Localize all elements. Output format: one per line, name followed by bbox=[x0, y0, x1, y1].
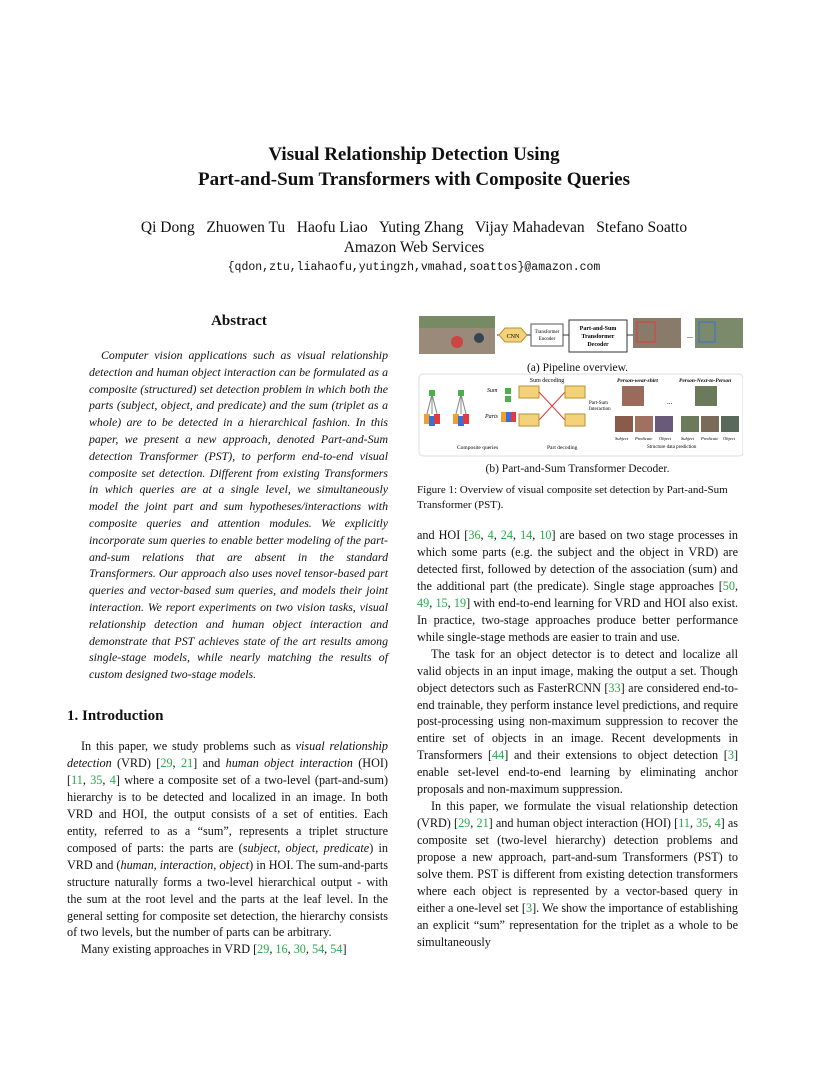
svg-text:Encoder: Encoder bbox=[538, 337, 556, 342]
cnn-label: CNN bbox=[506, 334, 520, 340]
svg-text:Structure data prediction: Structure data prediction bbox=[647, 445, 697, 450]
section-heading: 1. Introduction bbox=[67, 708, 164, 724]
svg-text:Person-wear-shirt: Person-wear-shirt bbox=[617, 378, 658, 384]
intro-paragraph-1: In this paper, we study problems such as visual relationship detection (VRD) [29, 21] and human object interaction (HOI) [11, 35, 4] where a composite set of a two-level (part-and-sum) hierarchy is to be detected and localized in an image. In both VRD and HOI, the output consists of a set of entities. Each entity, referred to as a “sum”, represents a triplet structure composed of parts: the parts are (subject, object, predicate) in VRD and (human, interaction, object) in HOI. The sum-and-parts structure naturally forms a two-level hierarchical output - with the sum at the root level and the parts at the leaf level. In the general setting for composite set detection, the hierarchy consists of two levels, but the number of parts can be arbitrary. bbox=[67, 739, 388, 940]
subcaption-a: (a) Pipeline overview. bbox=[526, 362, 629, 374]
paper-title bbox=[0, 142, 828, 192]
svg-text:Person-Next-to-Person: Person-Next-to-Person bbox=[679, 378, 732, 384]
emails: {qdon,ztu,liahaofu,yutingzh,vmahad,soattos}@amazon.com bbox=[227, 261, 601, 274]
abstract-text: Computer vision applications such as visual relationship detection and human object interaction can be formulated as a composite (structured) set detection problem in which both the parts (subject, object, and predicate) and the sum (triplet as a whole) are to be detected in a hierarchical fashion. In this paper, we present a new approach, denoted Part-and-Sum detection Transformer (PST), to perform end-to-end visual composite set detection. Different from existing Transformers in which queries are at a single level, we simultaneously model the joint part and sum hypotheses/interactions with composite queries and attention modules. We explicitly incorporate sum queries to enable better modeling of the part-and-sum relations that are absent in the standard Transformers. Our approach also uses novel tensor-based part queries and vector-based sum queries, and models their joint interaction. We report experiments on two vision tasks, visual relationship detection and human object interaction and demonstrate that PST achieves state of the art results among single-stage models, while nearly matching the results of custom designed two-stage models. bbox=[89, 348, 388, 682]
figure-caption: Figure 1: Overview of visual composite set detection by Part-and-Sum Transformer (PST). bbox=[417, 484, 728, 511]
svg-text:Parts: Parts bbox=[485, 414, 499, 420]
svg-text:Part-Sum: Part-Sum bbox=[589, 401, 608, 406]
svg-text:Object: Object bbox=[723, 436, 735, 441]
title-line-1: Visual Relationship Detection Using bbox=[268, 144, 560, 165]
abstract-heading: Abstract bbox=[211, 313, 267, 329]
svg-text:Subject: Subject bbox=[615, 436, 629, 441]
svg-text:Transformer: Transformer bbox=[581, 334, 615, 340]
svg-text:...: ... bbox=[687, 331, 693, 340]
svg-text:Part decoding: Part decoding bbox=[547, 445, 578, 451]
svg-text:Composite queries: Composite queries bbox=[457, 445, 499, 451]
svg-text:Interaction: Interaction bbox=[589, 407, 611, 412]
encoder-box bbox=[531, 324, 563, 346]
svg-text:Predicate: Predicate bbox=[635, 436, 653, 441]
figure-diagram bbox=[417, 312, 743, 472]
affiliation: Amazon Web Services bbox=[343, 239, 485, 256]
svg-text:Subject: Subject bbox=[681, 436, 695, 441]
svg-text:Sum: Sum bbox=[487, 388, 498, 394]
svg-text:Transformer: Transformer bbox=[534, 330, 560, 335]
subcaption-b: (b) Part-and-Sum Transformer Decoder. bbox=[485, 463, 670, 475]
intro-paragraph-5: In this paper, we formulate the visual relationship detection (VRD) [29, 21] and human object interaction (HOI) [11, 35, 4] as composite set (two-level hierarchy) detection problems and propose a new approach, part-and-sum Transformers (PST) to solve them. PST is different from existing detection transformers where each object is represented by a vector-based query in either a one-level set [3]. We show the importance of establishing an explicit “sum” representation for the triplet as a whole to be simultaneously bbox=[417, 799, 739, 949]
author-block bbox=[0, 218, 828, 258]
intro-paragraph-3: and HOI [36, 4, 24, 14, 10] are based on two stage processes in which some parts (e.g. the subject and the object in VRD) are detected first, followed by detection of the association (sum) and the additional part (the predicate). Single stage approaches [50, 49, 15, 19] with end-to-end learning for VRD and HOI also exist. In practice, two-stage approaches produce better performance while single-stage methods are easier to train and use. bbox=[417, 528, 739, 644]
intro-left-column bbox=[67, 738, 388, 958]
title-line-2: Part-and-Sum Transformers with Composite Queries bbox=[197, 169, 631, 190]
svg-text:...: ... bbox=[667, 398, 673, 406]
svg-text:Predicate: Predicate bbox=[701, 436, 719, 441]
intro-paragraph-2: Many existing approaches in VRD [29, 16, 30, 54, 54] bbox=[81, 942, 347, 957]
svg-text:Decoder: Decoder bbox=[587, 342, 609, 348]
intro-paragraph-4: The task for an object detector is to detect and localize all valid objects in an input image, making the output a set. Though object detectors such as FasterRCNN [33] are considered end-to-end trainable, they perform instance level predictions, and require post-processing using non-maximum suppression to recover the entire set of objects in an image. Recent developments in Transformers [44] and their extensions to object detection [3] enable set-level end-to-end learning by eliminating anchor proposals and non-maximum suppression. bbox=[417, 646, 739, 797]
intro-right-column bbox=[417, 527, 738, 951]
svg-text:Sum decoding: Sum decoding bbox=[529, 378, 565, 384]
svg-text:Part-and-Sum: Part-and-Sum bbox=[579, 326, 617, 332]
authors: Qi Dong Zhuowen Tu Haofu Liao Yuting Zhang Vijay Mahadevan Stefano Soatto bbox=[140, 219, 688, 236]
svg-text:Object: Object bbox=[659, 436, 671, 441]
decoder-diagram bbox=[419, 374, 743, 456]
abstract-body bbox=[89, 347, 388, 683]
